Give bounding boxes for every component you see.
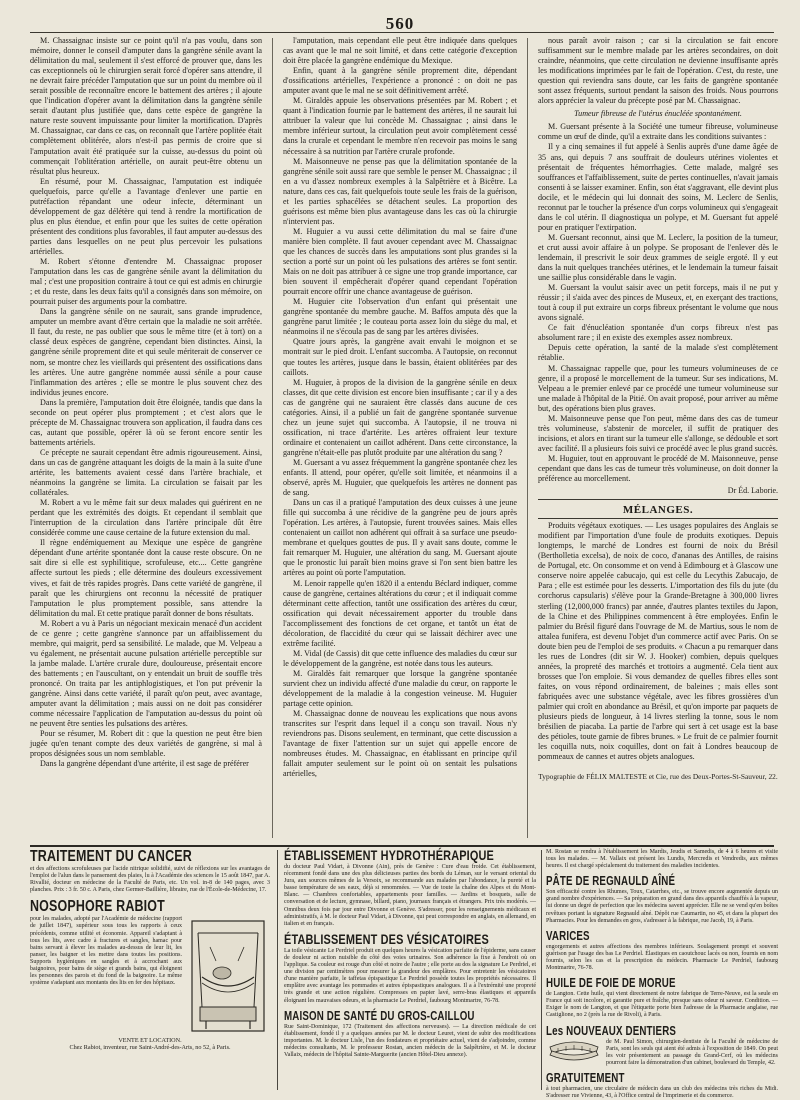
advert-column-2 <box>284 848 536 1092</box>
paragraph: M. Huguier, à propos de la division de la gangrène sénile en deux classes, dit que cette division est encore bien insuffisante ; car il y a des cas de gangrène qui ne sauraient être classés dans aucune de ces catégories. Ainsi, il a publié un fait de gangrène spontanée survenue chez un jeune sujet qui succomba. A l'autopsie, il ne trouva ni ossification, ni trace d'artérite. Les artères offraient leur texture ordinaire et contenaient un caillot adhérent. Dans cette circonstance, la gangrène n'était-elle pas plutôt produite par une altération du sang ? <box>283 377 517 457</box>
advert-nosophore <box>30 898 270 1051</box>
paragraph: M. Huguier a vu aussi cette délimitation du mal se faire d'une manière bien complète. Il faut avouer cependant avec M. Chassaignac que les chances de succès dans les amputations sont plus grandes si la section a porté sur un point où les pulsations des artères se font sentir. Mais on ne doit pas attribuer à ce signe une trop grande importance, car bien souvent il empêcherait d'opérer quand cependant l'opération pourrait encore offrir une chance avantageuse de guérison. <box>283 226 517 297</box>
paragraph: Il règne endémiquement au Mexique une espèce de gangrène dépendant d'une artérite spontanée dont la cause reste obscure. On ne sait dire si elle est syphilitique, scrofuleuse, etc.... Cette gangrène affecte surtout les pieds ; elle détermine des douleurs excessivement vives, et fait de très rapides progrès. Dans cette variété de gangrène, il paraît que les chirurgiens ont reconnu la nécessité de pratiquer l'amputation le plus promptement possible, sans attendre la délimitation du mal. Et cette pratique paraît donner de bons résultats. <box>30 538 262 618</box>
paragraph: M. Guersant reconnut, ainsi que M. Leclerc, la position de la tumeur, et crut aussi avoir affaire à un polype. Se proposant de l'enlever dès le lendemain, il prescrivit le soir deux grammes de seigle ergoté. Il y eut dans la nuit quelques tranchées utérines, et le lendemain la tumeur faisait une saillie plus considérable dans le vagin. <box>538 232 778 283</box>
advert-text: Son efficacité contre les Rhumes, Toux, Catarrhes, etc., se trouve encore augmentée depuis un grand nombre d'expériences. — Sa préparation en grand dans des appareils chauffés à la vapeur, lui donne un degré de perfection que les médecins savent apprécier. Elle ne se vend qu'en boîtes revêtues portant la signature Regnauld aîné. Dépôt rue Caumartin, no 45, et dans la plupart des Pharmacies. Pour les demandes en gros, s'adresser à la fabrique, rue Jacob, 19, à Paris. <box>546 889 778 924</box>
paragraph: Depuis cette opération, la santé de la malade s'est complètement rétablie. <box>538 343 778 363</box>
melanges-title: MÉLANGES. <box>622 504 694 517</box>
advert-maison-de-sante <box>284 1009 536 1059</box>
advert-title: PÂTE DE REGNAULD AÎNÉ <box>546 874 676 889</box>
column-rule <box>277 850 278 1090</box>
header-rule <box>30 32 774 33</box>
paragraph: nous paraît avoir raison ; car si la circulation se fait encore suffisamment sur le membre malade par les artères secondaires, on doit craindre, néanmoins, que cette circulation ne devienne insuffisante après les modifications imprimées par le fait de l'opération. C'est, du reste, une question qui reviendra sans doute, car les faits de gangrène spontanée sont assez fréquents, surtout pendant la saison des froids. Nous pourrons alors apprécier la valeur du précepte posé par M. Chassaignac. <box>538 36 778 106</box>
dentures-icon <box>546 1039 602 1063</box>
paragraph: M. Lenoir rappelle qu'en 1820 il a entendu Béclard indiquer, comme cause de gangrène, certaines altérations du cœur ; et il indiquait comme déterminant cette affection, tantôt une ossification des artères du cœur, ossification qui devait nécessairement apporter du trouble dans l'accomplissement des fonctions de cet organe, et tantôt un état de décoloration, de flaccidité du cœur qui se laissait déchirer avec une extrême facilité. <box>283 578 517 648</box>
page-number: 560 <box>385 14 415 33</box>
advert-continuation <box>546 849 778 870</box>
paragraph: M. Guersant présente à la Société une tumeur fibreuse, volumineuse comme un œuf de dinde, qu'il a extraite dans les conditions suivantes : <box>538 122 778 142</box>
advert-dentiers <box>546 1024 778 1067</box>
paragraph: En résumé, pour M. Chassaignac, l'amputation est indiquée quelquefois, parce qu'elle a l'avantage d'enlever une partie en putréfaction répandant une odeur infecte, déterminant un développement de gaz délétère qui tend à rendre la mortification de plus en plus étendue, et enfin pour que les suites de cette opération présentent des conditions plus favorables, il faut amputer au-dessus des parties dans lesquelles on ne peut plus percevoir les pulsations artérielles. <box>30 176 262 256</box>
paragraph: Ce précepte ne saurait cependant être admis rigoureusement. Ainsi, dans un cas de gangrène attaquant les doigts de la main à la suite d'une artérite, les battements avaient cessé dans l'artère brachiale, et néanmoins la gangrène se limita. La circulation se faisait par les collatérales. <box>30 447 262 498</box>
nosophore-device-icon <box>186 917 270 1035</box>
advert-text: Rue Saint-Dominique, 172 (Traitement des affections nerveuses). — La direction médicale de cet établissement, fondé il y a quelques années par M. le docteur Leuret, vient de subir des modifications importantes. M. le docteur Lisle, l'un des fondateurs et propriétaire actuel, vient de s'adjoindre, comme médecins consultants, M. le professeur Rostan, ancien médecin de la Salpêtrière, et M. le docteur Vallaix, médecin de l'hôpital Sainte-Marguerite (ancien Hôtel-Dieu annexe). <box>284 1023 536 1058</box>
paragraph: Dans la gangrène dépendant d'une artérite, il est sage de préférer <box>40 759 249 769</box>
paragraph: Il y a cinq semaines il fut appelé à Senlis auprès d'une dame âgée de 35 ans, qui depuis 7 ans souffrait de douleurs utérines violentes et présentait de fréquentes hémorrhagies. Cette malade, malgré ses souffrances et l'affaiblissement, suite de pertes continuelles, n'avait jamais consenti à se laisser examiner. Enfin, son état s'aggravant, elle devint plus docile, et le médecin qui lui donnait des soins, M. Leclerc de Senlis, reconnut par le toucher la présence d'un corps volumineux qui s'engageait dans le col utérin. Il diagnostiqua un polype, et M. Guersant fut appelé pour en pratiquer l'extirpation. <box>538 142 778 232</box>
paragraph: Pour se résumer, M. Robert dit : que la question ne peut être bien jugée qu'en tenant compte des deux variétés de gangrène, si mal à propos désignées sous un nom semblable. <box>30 729 262 759</box>
advert-title: HUILE DE FOIE DE MORUE <box>546 976 676 991</box>
paragraph: M. Guersant a vu assez fréquemment la gangrène spontanée chez les enfants. Il attend, pour opérer, qu'elle soit limitée, et néanmoins il a observé, après M. Huguier, que quelquefois les artères ne donnent pas de sang. <box>283 457 517 498</box>
advert-varices <box>546 929 778 972</box>
advert-title: TRAITEMENT DU CANCER <box>30 848 192 865</box>
advert-text: à tout pharmacien, une circulaire de médecin dans un club des médecins très riches du Midi. S'adresser rue Vivienne, 43, à l'Office central de l'imprimerie et du commerce. <box>546 1085 778 1099</box>
paragraph: M. Guersant la voulut saisir avec un petit forceps, mais il ne put y réussir ; il s'aida avec des pinces de Museux, et, en exerçant des tractions, tout à coup il put extraire un corps fibreux présentant le volume que nous avons signalé. <box>538 283 778 323</box>
advert-title: MAISON DE SANTÉ DU GROS-CAILLOU <box>284 1008 475 1023</box>
subsection-title: Tumeur fibreuse de l'utérus énucléée spontanément. <box>574 109 742 119</box>
paragraph: M. Robert s'étonne d'entendre M. Chassaignac proposer l'amputation dans les cas de gangrène sénile avant la délimitation du mal ; c'est une proposition contraire à tout ce qui est admis en chirurgie ; et du reste, dans les deux faits qu'il a consignés dans son mémoire, on pourrait puiser des arguments pour la combattre. <box>30 257 262 307</box>
paragraph: Dans la première, l'amputation doit être éloignée, tandis que dans la seconde on peut opérer plus promptement ; et c'est alors que le précepte de M. Chassaignac trouvera son application, il faudra dans ces cas, autant que possible, opérer là où se feront encore sentir les battements artériels. <box>30 397 262 447</box>
article-column-2 <box>283 36 517 842</box>
advert-title: Les NOUVEAUX DENTIERS <box>546 1023 677 1038</box>
paragraph: M. Maisonneuve ne pense pas que la délimitation spontanée de la gangrène sénile soit aussi rare que semble le penser M. Chassaignac ; il en a vu d'assez nombreux exemples à la Salpêtrière et à Bicêtre. La nature, dans ces cas, fait quelquefois toute seule les frais de la guérison, et les parties sphacélées se détachent seules. La proportion des guérisons est même bien plus avantageuse dans les cas où la chirurgie n'intervient pas. <box>283 156 517 226</box>
advert-caption: VENTE ET LOCATION. <box>118 1037 182 1045</box>
advert-title: GRATUITEMENT <box>546 1070 625 1085</box>
article-column-1 <box>30 36 262 842</box>
paragraph: Dans un cas il a pratiqué l'amputation des deux cuisses à une jeune fille qui succomba à une récidive de la gangrène peu de jours après l'opération. Les artères, à l'autopsie, furent trouvées saines. Mais elles contenaient un caillot non adhérent qui offrait à sa surface une pseudo-membrane et quelques gouttes de pus. Il y avait sans doute, comme le fait remarquer M. Huguier, une altération du sang. M. Guersant ajoute que le pronostic lui paraît bien moins grave si l'on sent bien battre les artères au point où porte l'amputation. <box>283 498 517 578</box>
advert-text: La toile vésicante Le Perdriel produit en quelques heures la vésication parfaite de l'épiderme, sans causer de douleur ni action nuisible du côté des voies urinaires. Son adhérence la fixe à l'endroit où on l'applique. Sa couleur est rouge d'un côté et noire de l'autre ; elle porte au dos la signature Le Perdriel, et une division par centimètres pour mesurer la grandeur des emplâtres. Pour entretenir les vésicatoires d'une manière parfaite, le taffetas épispastique Le Perdriel possède toutes les propriétés nécessaires. Il emplâtre avec avantage les pommades et autres épispastiques analogues. Il a à l'extrémité une propreté très grande et une action régulière. Compresses en papier lavé, serre-bras élastiques et appareils éloignant les mauvaises odeurs, et la pharmacie Le Perdriel, faubourg Montmartre, 76-78. <box>284 947 536 1004</box>
advert-cancer <box>30 848 270 894</box>
paragraph: Ce fait d'énucléation spontanée d'un corps fibreux n'est pas absolument rare ; il en existe des exemples assez nombreux. <box>538 323 778 343</box>
advert-column-1 <box>30 848 270 1092</box>
paragraph: Dans la gangrène sénile on ne saurait, sans grande imprudence, amputer un membre avant d'être certain que la maladie ne soit arrêtée. Il faut, du reste, ne pas oublier que sous le même titre (et à tort) on a classé deux espèces de gangrène, cependant bien distinctes. Ainsi, la gangrène sénile proprement dite et qui seule mériterait de conserver ce nom, se montre chez les vieillards qui présentent des ossifications dans les artères. Une autre gangrène nommée aussi sénile a pour cause l'inflammation des artères ; elle se montre le plus souvent chez des individus jeunes encore. <box>30 307 262 397</box>
column-rule <box>541 850 542 1090</box>
advert-text: M. Rostan se rendra à l'établissement les Mardis, Jeudis et Samedis, de 4 à 6 heures et visite tous les malades. — M. Vallaix est présent les Lundis, Mercredis et Vendredis, aux mêmes heures. Il est chargé spécialement du traitement des maladies incidentes. <box>546 849 778 870</box>
paragraph: M. Vidal (de Cassis) dit que cette influence des maladies du cœur sur le développement de la gangrène, est notée dans tous les auteurs. <box>283 648 517 668</box>
paragraph: Quatre jours après, la gangrène avait envahi le moignon et se montrait sur le pied droit. L'enfant succomba. A l'autopsie, on reconnut que toutes les artères, jusque dans le bassin, étaient oblitérées par des caillots. <box>283 337 517 377</box>
column-rule <box>272 38 273 838</box>
paragraph: M. Huguier cite l'observation d'un enfant qui présentait une gangrène spontanée du membre gauche. M. Baffos amputa dès que la gangrène parut limitée ; le couteau porta assez loin du siège du mal, et néanmoins il ne s'écoula pas de sang par les artères divisées. <box>283 297 517 337</box>
advert-vesicatoires <box>284 932 536 1005</box>
advert-text: de M. Paul Simon, chirurgien-dentiste de la Faculté de médecine de Paris, sont les seuls qui aient été admis à l'exposition de 1849. On peut les voir présentement au passage du Grand-Cerf, où les médecins pourront faire la démonstration d'un cabinet, boulevard du Temple, 42. <box>606 1038 778 1066</box>
advert-title: NOSOPHORE RABIOT <box>30 898 165 916</box>
advert-gratuitement <box>546 1071 778 1100</box>
paragraph: M. Giraldès fait remarquer que lorsque la gangrène spontanée survient chez un individu affecté d'une maladie du cœur, on rapporte le développement de la maladie à la congestion veineuse. M. Huguier partage cette opinion. <box>283 668 517 709</box>
advert-text: engorgements et autres affections des membres inférieurs. Soulagement prompt et souvent guérison par l'usage des bas Le Perdriel. Élastiques en caoutchouc lacés ou non, fournis en nom fournis, selon les cas et la prescription du médecin. Pharmacie Le Perdriel, faubourg Montmartre, 76-78. <box>546 943 778 972</box>
section-rule <box>538 518 778 519</box>
paragraph: M. Chassaignac rappelle que, pour les tumeurs volumineuses de ce genre, il a proposé le morcellement de la tumeur. Sur ses indications, M. Velpeau a le premier enlevé par ce procédé une tumeur volumineuse sur une malade à l'hôpital de la Pitié. On avait proposé, pour arriver au même but, des opérations bien plus graves. <box>538 363 778 413</box>
advert-hydrotherapy <box>284 848 536 928</box>
paragraph: l'amputation, mais cependant elle peut être indiquée dans quelques cas avant que le mal ne soit limité, et dans cette catégorie d'exception doit être placée la gangrène endémique du Mexique. <box>283 36 517 66</box>
paragraph: Enfin, quant à la gangrène sénile proprement dite, dépendant d'ossifications artérielles, l'expérience a prononcé : on doit ne pas amputer avant que le mal ne se soit définitivement arrêté. <box>283 66 517 96</box>
advert-huile-foie-morue <box>546 976 778 1019</box>
advert-title: ÉTABLISSEMENT DES VÉSICATOIRES <box>284 930 489 947</box>
advert-caption: Chez Rabiot, inventeur, rue Saint-André-des-Arts, no 52, à Paris. <box>69 1044 231 1052</box>
article-column-3 <box>538 36 778 842</box>
paragraph: M. Chassaignac donne de nouveau les explications que nous avons transcrites sur l'esprit dans lequel il a conçu son travail. Nous n'y reviendrons pas. Disons seulement, en terminant, que cette discussion a l'avantage de fixer l'attention sur un sujet qui appelle encore de nombreuses études. M. Chassaignac, en établissant en principe qu'il fallait amputer seulement sur le point où on sentait les pulsations artérielles, <box>283 709 517 779</box>
paragraph: M. Giraldès appuie les observations présentées par M. Robert ; et quant à l'indication fournie par le battement des artères, il ne saurait lui attribuer la valeur que lui concède M. Chassaignac ; ainsi dans le membre inférieur surtout, la circulation peut avoir complètement cessé dans la crurale et cependant le membre n'en recevoir pas moins le sang nécessaire à sa nutrition par l'artère crurale profonde. <box>283 96 517 156</box>
advert-title: VARICES <box>546 928 590 943</box>
advert-pate-regnauld <box>546 874 778 924</box>
paragraph: M. Chassaignac insiste sur ce point qu'il n'a pas voulu, dans son mémoire, donner le conseil d'amputer dans la gangrène sénile avant la délimitation du mal, seulement il s'est efforcé de prouver que, dans les cas exceptionnels où le chirurgien serait forcé d'opérer sans attendre, il ne devrait faire précéder l'amputation que sur un point du membre où il serait possible de reconnaître encore le battement des artères ; il ajoute que l'indication d'opérer avant la délimitation dans la gangrène sénile serait d'autant plus justifiée que, dans cette espèce de gangrène la nature reste souvent impuissante pour limiter la mortification. D'après M. Chassaignac, car dans ce cas, on reconnaît que l'artère poplitée était complètement oblitérée, alors n'est-il pas permis de croire que si l'amputation avait été pratiquée sur la cuisse, au-dessus du point où commençait l'oblitération artérielle, on aurait peut-être obtenu un résultat plus heureux. <box>30 36 262 176</box>
advert-title: ÉTABLISSEMENT HYDROTHÉRAPIQUE <box>284 847 495 863</box>
paragraph: M. Robert a vu le même fait sur deux malades qui guérirent en ne perdant que les extrémités des doigts. Et cependant il semblait que l'interruption de la circulation dans l'artère principale dût être considérée comme une cause certaine de la future extension du mal. <box>30 498 262 538</box>
paragraph: M. Maisonneuve pense que l'on peut, même dans des cas de tumeur très volumineuse, s'abstenir de morceler, il suffit de pratiquer des incisions, et alors en tirant sur la tumeur elle s'allonge, se dédouble et sort avec facilité. Il a plusieurs fois suivi ce procédé avec le plus grand succès. <box>538 413 778 453</box>
advert-text: pour les malades, adopté par l'Académie de médecine (rapport de juillet 1847), supérieur sous tous les rapports à ceux précédents, comme utilité et économie. Appareil s'adaptant à tous les lits, avec cadre à fractures et sangles, hamac pour bains servant à élever les malades au-dessus de leur lit, les panser, les baigner et les mettre dans toutes les positions. Supports hygiéniques en sangles et à accrochant aux baignoires, pour bains de siège et grands bains, qui éloignent les personnes des parois et du fond de la baignoire. Le même système s'adaptant aux montants des lits en fer des hôpitaux. <box>30 916 182 987</box>
paragraph: M. Robert a vu à Paris un négociant mexicain menacé d'un accident de ce genre ; cette gangrène s'annonce par un affaiblissement du membre, qui maigrit, perd sa sensibilité. Le malade, que M. Velpeau a vu également, ne présentait aucune pulsation artérielle perceptible sur la jambe malade. L'artère crurale dure, douloureuse, présentait encore des battements ; en l'auscultant, on y entendait un bruit de souffle très prononcé. On traita par les antiphlogistiques, et l'on put prévenir la gangrène. Ainsi dans cette variété, il paraît qu'on peut, avec avantage, amputer avant la délimitation ; mais aussi on ne doit pas considérer comme nécessaire l'application de l'amputation au-dessus du point où ne peuvent être senties les pulsations des artères. <box>30 618 262 729</box>
typography-credit: Typographie de FÉLIX MALTESTE et Cie, rue des Deux-Portes-St-Sauveur, 22. <box>538 772 778 782</box>
advert-text: de Langton. Cette huile, qui vient directement de notre fabrique de Terre-Neuve, est la seule en France qui soit incolore, et garantie pure et fraîche, presque sans odeur ni saveur. Condition. — Exiger le nom de Langton, et que l'étiquette porte bien l'adresse de la Pharmacie anglaise, rue Castiglione, no 2 (près la rue de Rivoli), à Paris. <box>546 991 778 1019</box>
paragraph: Produits végétaux exotiques. — Les usages populaires des Anglais se modifient par l'importation d'une foule de produits exotiques. Depuis longtemps, le marché de Londres est fourni de noix du Brésil (Bertholletia excelsa), de noix de coco, d'ananas des Antilles, de raisins de Portugal, etc. On consomme et on vend à Edimbourg et à Glascow une conserve noire appelée cabucajo, qui est celle du Lecythis Zabucajo, de Para ; elle est estimée pour les desserts. L'importation des fils du jute (du corchorus capsularis) s'élève pour la Grande-Bretagne à 300,000 livres sterling (12,000,000 francs) par année, d'autres plantes textiles du Japon, de la Chine et des Philippines commencent à être employées. Enfin le palmier du Brésil figuré dans l'ouvrage de M. de Martius, sous le nom de attalea funifera, est devenu l'objet d'un commerce actif avec Paris. On se doute bien peu de l'emploi de ses produits. « Chacun a pu remarquer dans les rues de Londres (dit sir W. J. Hooker) combien, depuis quelques années, la propreté des marchés et trottoirs a augmenté. Cela tient aux brosses que l'on emploie. Si vous demandez de quelles fibres elles sont faites, on vous répond ordinairement, de baleines ; mais elles sont fabriquées avec une substance végétale, avec les fibres grossières d'un palmier qui croît en abondance au Brésil, et qu'on importe par paquets de plusieurs pieds de longueur, à 14 livres sterling la tonne, sous le nom brésilien de piacaba. La partie de l'arbre qui sert à cet usage est la base des pétioles, toute garnie de fibres brunes. » Le fruit de ce palmier fournit les coquilla nuts, noix coquilles, dont on fait à Londres beaucoup de pommeaux de cannes et autres objets analogues. <box>538 521 778 762</box>
section-rule <box>538 499 778 500</box>
paragraph: M. Huguier, tout en approuvant le procédé de M. Maisonneuve, pense cependant que dans les cas de tumeur très volumineuse, on doit donner la préférence au morcellement. <box>538 453 778 484</box>
author-signature: Dr Éd. Laborie. <box>727 486 778 496</box>
advert-text: et des affections scrofuleuses par l'acide nitrique solidifié, suivi de réflexions sur les avantages de l'emploi de l'alun dans le pansement des plaies, lu à l'Académie des sciences le 15 août 1847, par A. Rivallié, docteur en médecine de la Faculté de Paris, etc. Un vol. in-8 de 140 pages, avec 3 planches. Prix : 3 fr. 50 c. A Paris, chez Germer-Baillière, libraire, rue de l'École-de-Médecine, 17. <box>30 866 270 894</box>
column-rule <box>527 38 528 838</box>
advert-column-3 <box>546 848 778 1099</box>
advert-text: du docteur Paul Vidart, à Divonne (Ain), près de Genève : Cure d'eau froide. Cet établissement, récemment fondé dans une des plus délicieuses parties des bords du Léman, sur le versant oriental du Jura, aux sources mêmes de la Versoix, se recommande aux malades par l'abondance, la pureté et la basse température de ses eaux, déjà si renommées. — Vue de toute la chaîne des Alpes et du Mont-Blanc. — Chambres confortables, appartements pour familles. — Jardins et bosquets, salle de conversation et de lecture, gymnase, billard, piano, journaux français et étrangers. Prix très modérés. — Omnibus deux fois par jour entre Divonne et Genève. S'adresser, pour les renseignements médicaux et administratifs, à M. le docteur Paul Vidart, à Divonne, qui peut correspondre en anglais, en allemand, en italien et en français. <box>284 864 536 927</box>
